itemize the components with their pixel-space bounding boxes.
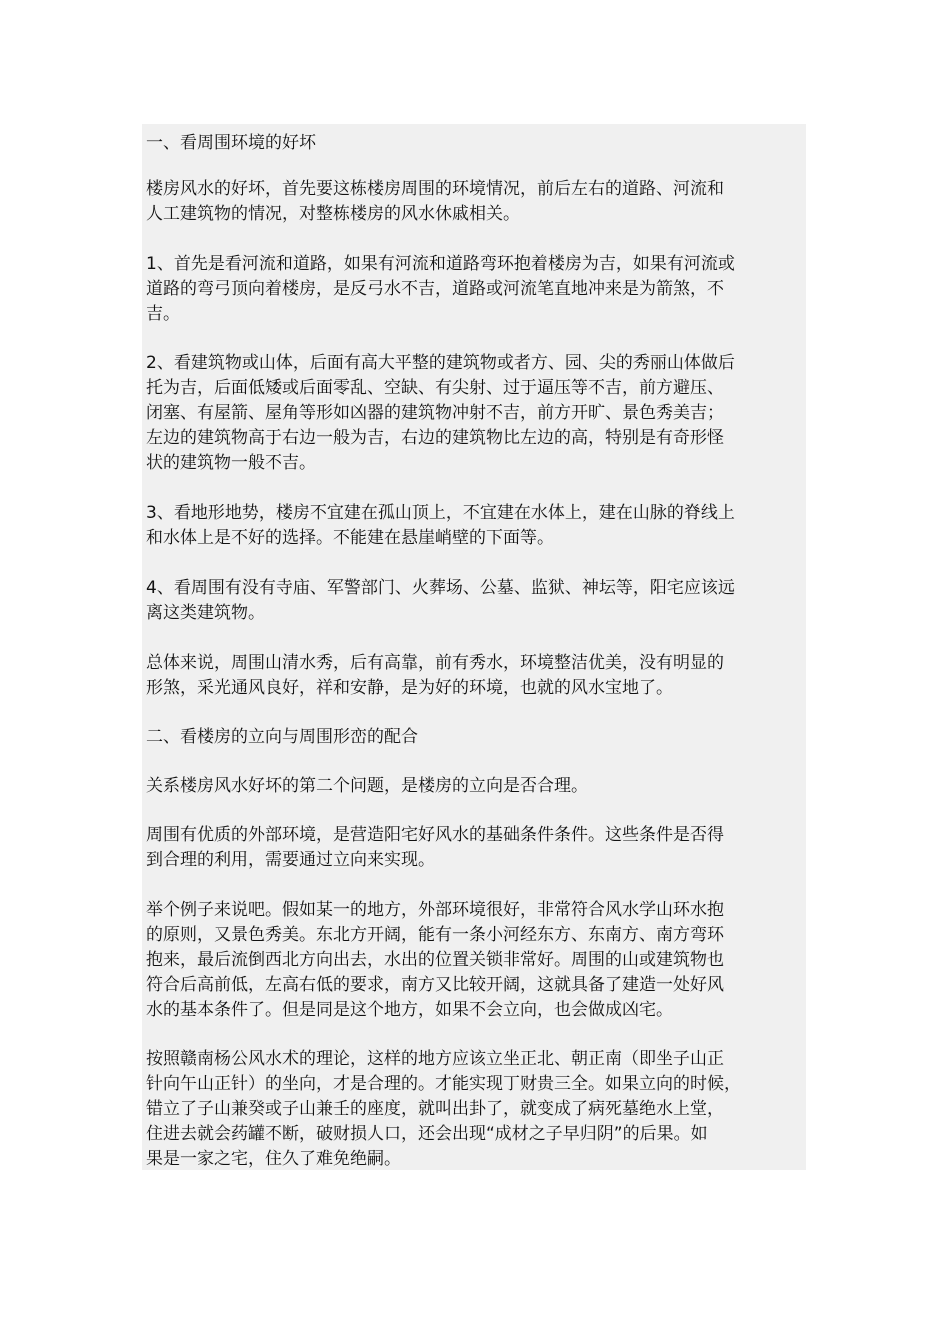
item-3: 3、看地形地势，楼房不宜建在孤山顶上，不宜建在水体上，建在山脉的脊线上 和水体上是不好的选择。不能建在悬崖峭壁的下面等。: [146, 503, 735, 548]
intro-2: 关系楼房风水好坏的第二个问题，是楼房的立向是否合理。: [146, 776, 588, 796]
item-2: 2、看建筑物或山体，后面有高大平整的建筑物或者方、园、尖的秀丽山体做后 托为吉，后面低矮或后面零乱、空缺、有尖射、过于逼压等不吉，前方避压、 闭塞、有屋箭、屋角等形如凶器的建筑物冲射不吉，前方开旷、景色秀美吉； 左边的建筑物高于右边一般为吉，右边的建筑物比左边的高，特别是有奇形怪 状的建筑物一般不吉。: [146, 353, 735, 473]
document-body: [142, 124, 806, 1170]
intro-1: 楼房风水的好坏，首先要这栋楼房周围的环境情况，前后左右的道路、河流和 人工建筑物的情况，对整栋楼房的风水休戚相关。: [146, 179, 724, 224]
item-1: 1、首先是看河流和道路，如果有河流和道路弯环抱着楼房为吉，如果有河流或 道路的弯弓顶向着楼房，是反弓水不吉，道路或河流笔直地冲来是为箭煞，不 吉。: [146, 254, 735, 324]
item-4: 4、看周围有没有寺庙、军警部门、火葬场、公墓、监狱、神坛等，阳宅应该远 离这类建筑物。: [146, 578, 735, 623]
para-2a: 周围有优质的外部环境，是营造阳宅好风水的基础条件条件。这些条件是否得 到合理的利用，需要通过立向来实现。: [146, 825, 724, 870]
para-2b: 举个例子来说吧。假如某一的地方，外部环境很好，非常符合风水学山环水抱 的原则，又景色秀美。东北方开阔，能有一条小河经东方、东南方、南方弯环 抱来，最后流倒西北方向出去，水出的位置关锁非常好。周围的山或建筑物也 符合后高前低，左高右低的要求，南方又比较开阔，这就具备了建造一处好风 水的基本条件了。但是同是这个地方，如果不会立向，也会做成凶宅。: [146, 900, 724, 1020]
summary-1: 总体来说，周围山清水秀，后有高靠，前有秀水，环境整洁优美，没有明显的 形煞，采光通风良好，祥和安静，是为好的环境，也就的风水宝地了。: [146, 653, 724, 698]
heading-1: 一、看周围环境的好坏: [146, 133, 316, 153]
para-2c: 按照赣南杨公风水术的理论，这样的地方应该立坐正北、朝正南（即坐子山正 针向午山正针）的坐向，才是合理的。才能实现丁财贵三全。如果立向的时候， 错立了子山兼癸或子山兼壬的座度，就叫出卦了，就变成了病死墓绝水上堂， 住进去就会药罐不断，破财损人口，还会出现“成材之子早归阴”的后果。如 果是一家之宅，住久了难免绝嗣。: [146, 1049, 741, 1169]
heading-2: 二、看楼房的立向与周围形峦的配合: [146, 727, 418, 747]
